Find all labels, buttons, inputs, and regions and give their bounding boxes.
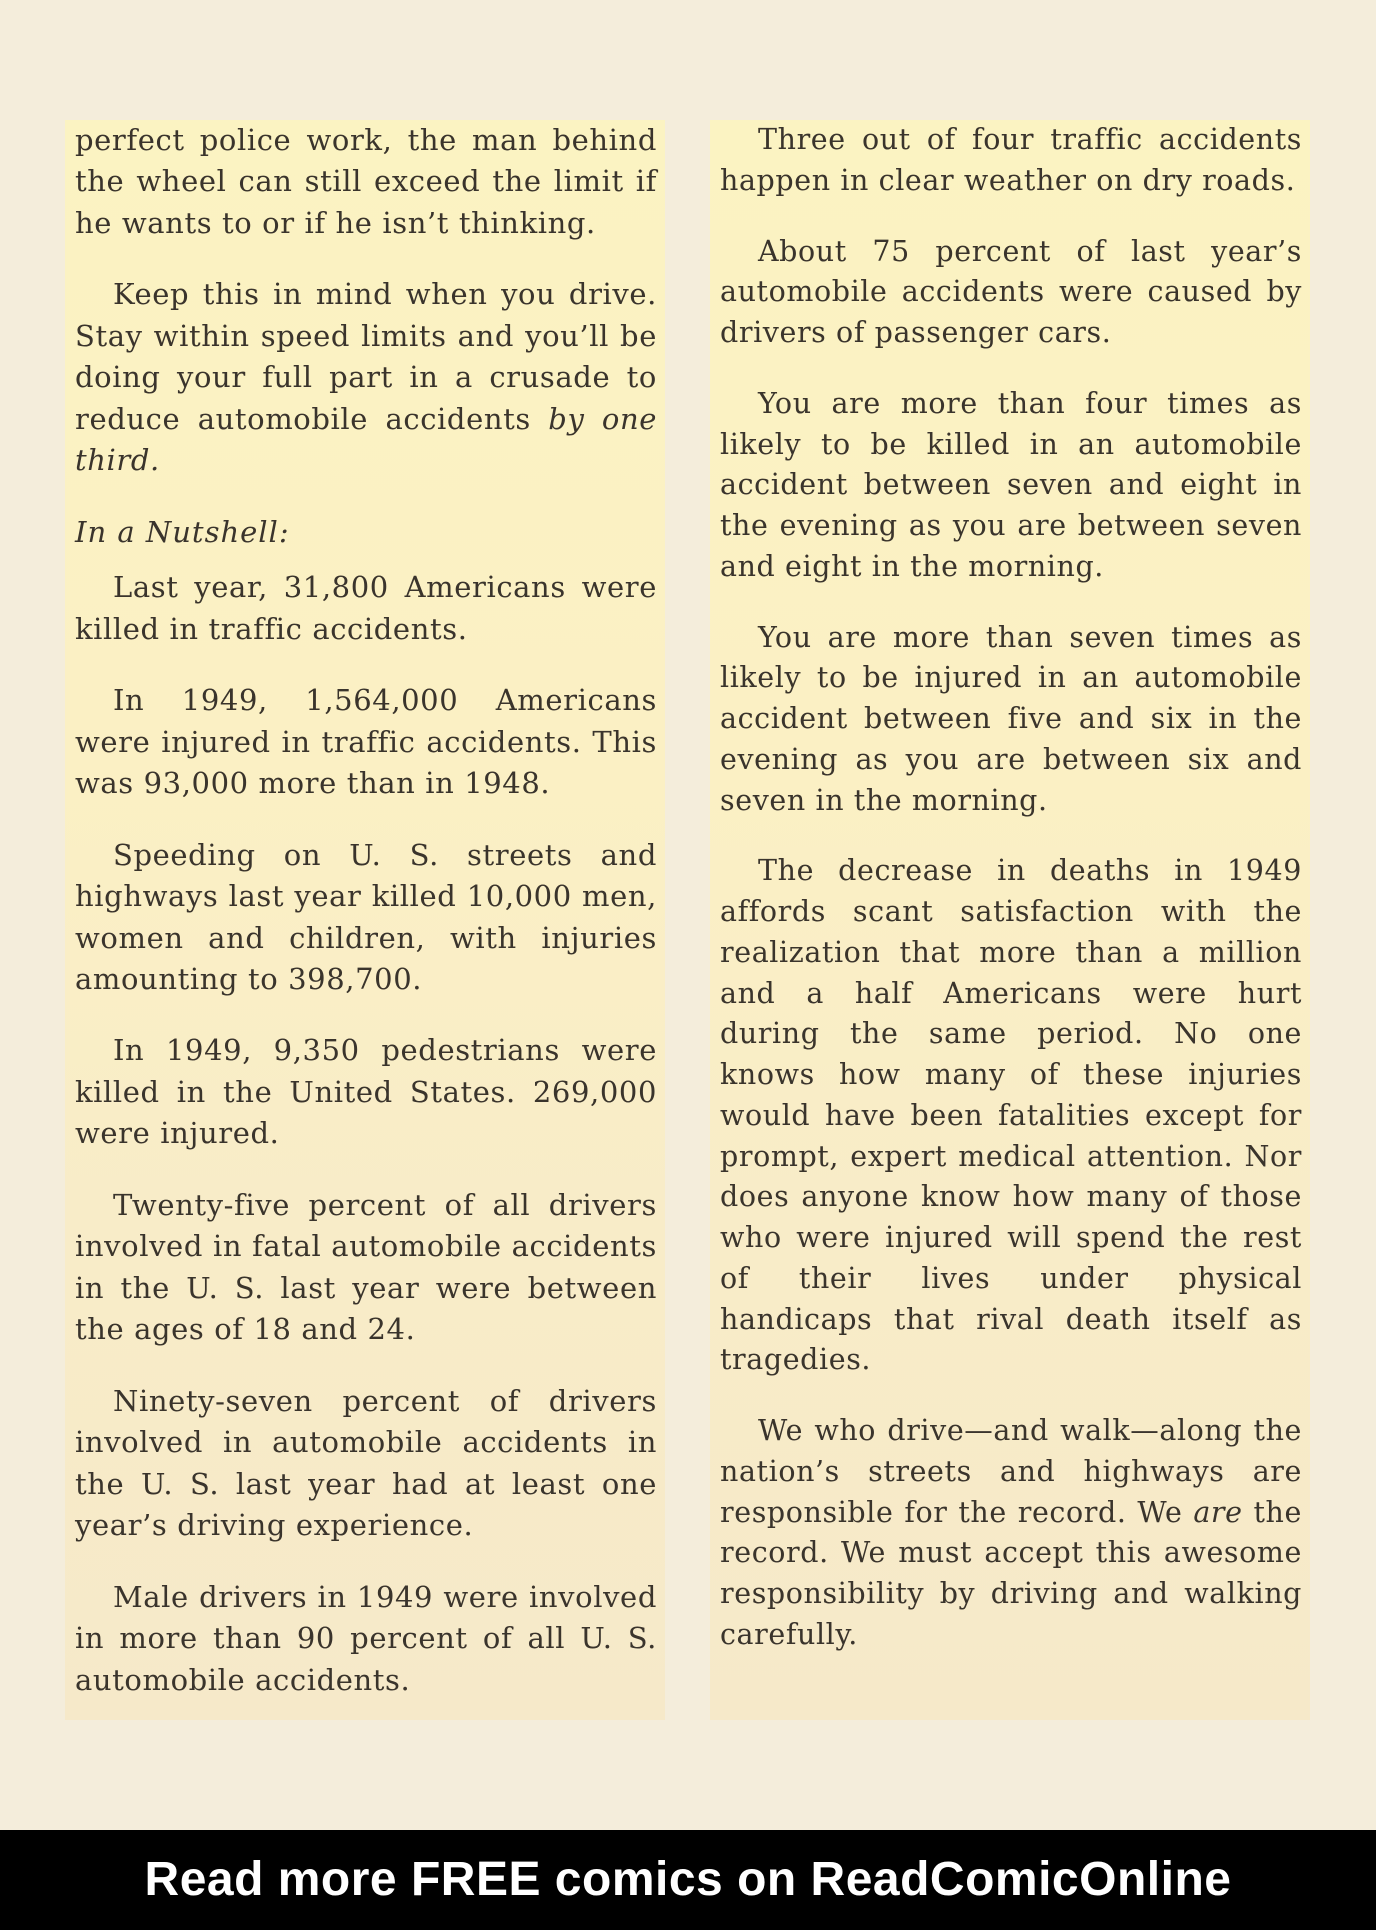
fact-paragraph: The decrease in deaths in 1949 affords scant satisfaction with the realization that more than a million and a half Americans were hurt during the same period. No one knows how many of these injuries would have been fatalities except for prompt, expert medical attention. Nor does anyone know how many of those who were injured will spend the rest of their lives under physical handicaps that rival death itself as tragedies.: [720, 854, 1302, 1377]
fact-paragraph: Three out of four traffic accidents happen in clear weather on dry roads.: [720, 123, 1302, 197]
keep-in-mind-paragraph: [75, 274, 657, 481]
closing-text-after: the record. We must accept this awesome responsibility by driving and walking carefully.: [720, 1495, 1302, 1651]
fact-paragraph: Last year, 31,800 Americans were killed in traffic accidents.: [75, 570, 657, 646]
left-column: [65, 120, 665, 1720]
closing-paragraph: [720, 1411, 1302, 1656]
fact-paragraph: Speeding on U. S. streets and highways last year killed 10,000 men, women and children, with injuries amounting to 398,700.: [75, 837, 657, 996]
promo-banner[interactable]: Read more FREE comics on ReadComicOnline: [0, 1830, 1376, 1930]
fact-paragraph: Twenty-five percent of all drivers involved in fatal automobile accidents in the U. S. last year were between the ages of 18 and 24.: [75, 1187, 657, 1347]
keep-in-mind-emphasis: by one third.: [75, 401, 657, 478]
keep-in-mind-text: Keep this in mind when you drive. Stay within speed limits and you’ll be doing your full part in a crusade to reduce automobile accidents: [75, 277, 657, 436]
fact-paragraph: In 1949, 1,564,000 Americans were injured in traffic accidents. This was 93,000 more than in 1948.: [75, 683, 657, 801]
right-column: [710, 120, 1310, 1720]
fact-paragraph: In 1949, 9,350 pedestrians were killed in the United States. 269,000 were injured.: [75, 1033, 657, 1151]
closing-emphasis: are: [1193, 1495, 1243, 1529]
closing-text-before: We who drive—and walk—along the nation’s streets and highways are responsible for the record. We: [720, 1414, 1302, 1529]
fact-paragraph: You are more than seven times as likely to be injured in an automobile accident between five and six in the evening as you are between six and seven in the morning.: [720, 620, 1302, 817]
section-heading: In a Nutshell:: [75, 514, 290, 549]
opening-paragraph: perfect police work, the man behind the wheel can still exceed the limit if he wants to or if he isn’t thinking.: [75, 123, 657, 240]
fact-paragraph: Male drivers in 1949 were involved in more than 90 percent of all U. S. automobile accidents.: [75, 1579, 657, 1697]
fact-paragraph: You are more than four times as likely to be killed in an automobile accident between seven and eight in the evening as you are between seven and eight in the morning.: [720, 386, 1302, 583]
fact-paragraph: About 75 percent of last year’s automobile accidents were caused by drivers of passenger cars.: [720, 234, 1302, 349]
fact-paragraph: Ninety-seven percent of drivers involved in automobile accidents in the U. S. last year had at least one year’s driving experience.: [75, 1383, 657, 1543]
